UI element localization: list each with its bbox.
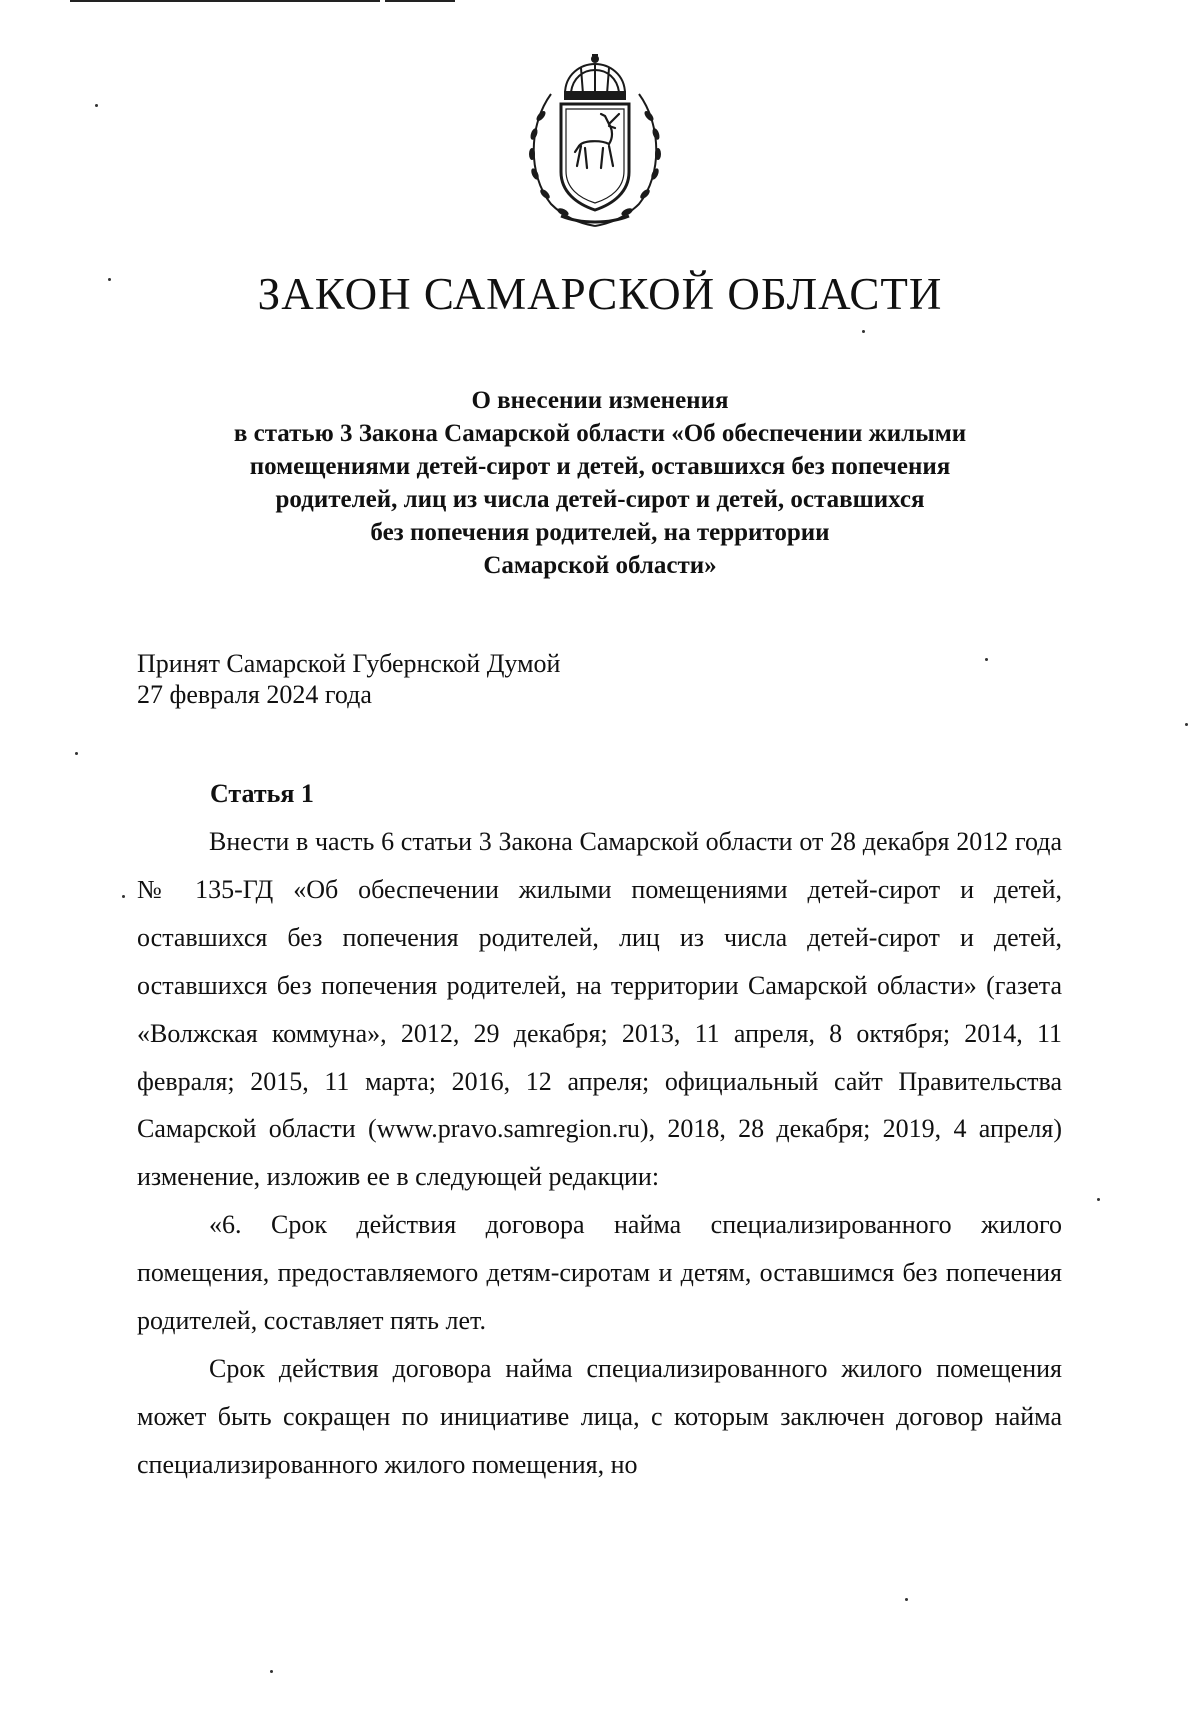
scan-speck (95, 104, 98, 107)
subject-line: без попечения родителей, на территории (370, 519, 830, 546)
subject-line: Самарской области» (483, 552, 717, 579)
scan-edge-line (385, 0, 455, 2)
article-heading: Статья 1 (210, 779, 314, 808)
paragraph: «6. Срок действия договора найма специализированного жилого помещения, предоставляемого детям-сиротам и детям, оставшимся без попечения родителей, составляет пять лет. (137, 1210, 1062, 1336)
subject-line: помещениями детей-сирот и детей, оставшихся без попечения (249, 453, 951, 480)
scan-speck (122, 895, 125, 898)
adoption-note (137, 648, 560, 710)
samara-region-coat-of-arms-icon (521, 54, 669, 230)
scan-speck (862, 330, 865, 333)
paragraph: Внести в часть 6 статьи 3 Закона Самарской области от 28 декабря 2012 года № 135-ГД «Об обеспечении жилыми помещениями детей-сирот и детей, оставшихся без попечения родителей, лиц из числа детей-сирот и детей, оставшихся без попечения родителей, на территории Самарской области» (газета «Волжская коммуна», 2012, 29 декабря; 2013, 11 апреля, 8 октября; 2014, 11 февраля; 2015, 11 марта; 2016, 12 апреля; официальный сайт Правительства Самарской области (www.pravo.samregion.ru), 2018, 28 декабря; 2019, 4 апреля) изменение, изложив ее в следующей редакции: (137, 827, 1062, 1192)
paragraph: Срок действия договора найма специализированного жилого помещения может быть сокращен по инициативе лица, с которым заключен договор найма специализированного жилого помещения, но (137, 1353, 1062, 1479)
scan-speck (985, 658, 988, 661)
law-subject (150, 384, 1050, 582)
scan-speck (270, 1670, 273, 1673)
subject-line: О внесении изменения (471, 387, 729, 414)
scan-speck (75, 752, 78, 755)
scan-edge-line (70, 0, 380, 2)
article-body (137, 818, 1062, 1489)
scan-speck (1185, 723, 1188, 726)
scan-speck (1097, 1198, 1100, 1201)
law-title: ЗАКОН САМАРСКОЙ ОБЛАСТИ (257, 269, 943, 319)
adoption-date: 27 февраля 2024 года (137, 680, 372, 709)
adopted-by: Принят Самарской Губернской Думой (137, 649, 561, 678)
subject-line: родителей, лиц из числа детей-сирот и детей, оставшихся (275, 486, 925, 513)
scan-speck (905, 1598, 908, 1601)
subject-line: в статью 3 Закона Самарской области «Об обеспечении жилыми (233, 420, 967, 447)
